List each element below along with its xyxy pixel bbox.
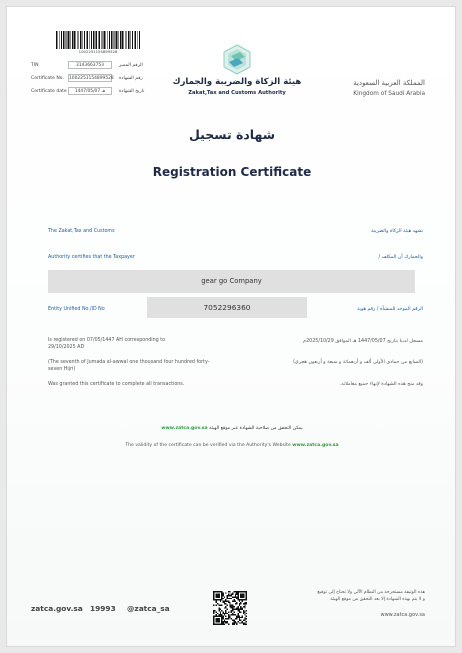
certificate-page [6, 6, 456, 647]
registration-line3-ar: وقد منح هذه الشهادة لإنهاء جميع معاملاته. [339, 382, 423, 387]
footer-note-ar [275, 590, 425, 603]
tin-value: 3143663753 [68, 61, 112, 69]
certifies-line2-ar: والجمارك أن المكلف / [378, 255, 423, 260]
certificate-date-text: 1447/05/07 [74, 89, 101, 94]
footer-note-ar-2: و لا يتم بهذه الشهادة إلا بعد التحقق من موقع الهيئة [330, 596, 425, 602]
registration-line1b: 29/10/2025 AD [48, 345, 85, 350]
qr-code-icon [213, 591, 247, 625]
footer-site-full[interactable]: www.zatca.gov.sa [380, 612, 425, 618]
verify-text-ar: يمكن التحقق من صلاحية الشهادة عبر موقع الهيئة [209, 426, 303, 431]
registration-line3-en: Was granted this certificate to complete all transactions. [48, 382, 185, 387]
barcode-icon [56, 31, 140, 49]
registration-line1a: Is registered on 07/05/1447 AH corresponding to [48, 338, 166, 343]
kingdom-name-ar: المملكة العربية السعودية [353, 79, 425, 87]
certificate-no-label-ar: رقم الشهادة [119, 76, 143, 81]
registration-line2a: (The seventh of Jumada al-awwal one thousand four hundred forty- [48, 360, 210, 365]
registration-line2b: seven Hijri) [48, 367, 76, 372]
footer-note-ar-1: هذه الوثيقة مستخرجة من النظام الآلي ولا تحتاج إلى توقيع [317, 590, 425, 595]
certifies-line1-ar: تشهد هيئة الزكاة والضريبة [371, 229, 423, 234]
footer-site[interactable]: zatca.gov.sa [31, 604, 83, 613]
verify-line-ar [7, 426, 456, 431]
verify-url-link-ar[interactable]: www.zatca.gov.sa [161, 426, 208, 431]
tin-label-ar: الرقم المميز [119, 63, 143, 68]
entity-id-field: 7052296360 [147, 297, 307, 318]
title-en: Registration Certificate [152, 165, 312, 179]
certificate-date-row [31, 87, 151, 97]
authority-name-en: Zakat,Tax and Customs Authority [188, 90, 286, 96]
kingdom-name-en: Kingdom of Saudi Arabia [353, 91, 425, 97]
title-ar: شهادة تسجيل [188, 127, 276, 142]
zatca-logo-icon [220, 43, 254, 77]
certificate-date-label: Certificate date [31, 89, 67, 94]
authority-name-ar: هيئة الزكاة والضريبة والجمارك [172, 77, 302, 87]
tin-row [31, 61, 151, 71]
registration-line1-ar: مسجل لدينا بتاريخ 1447/05/07 هـ الموافق 2025/10/29م [303, 339, 423, 344]
entity-label-en: Entity Unified No./ID No [48, 307, 105, 312]
registration-line2-en [48, 359, 218, 373]
registration-line2-ar: (السابع من جمادى الأولى ألف و أربعمائة و سبعة و أربعون هجري) [293, 360, 423, 365]
tin-label: TIN [31, 63, 39, 68]
verify-line-en [7, 443, 456, 448]
barcode-number: 1002251154899528 [78, 49, 118, 54]
certificate-no-label: Certificate No. [31, 76, 64, 81]
registration-line1-en [48, 337, 208, 351]
entity-label-ar: الرقم الموحد للمنشأة / رقم هوية [357, 307, 423, 312]
certificate-date-value [68, 87, 112, 95]
footer-handle[interactable]: @zatca_sa [127, 604, 170, 613]
certificate-date-label-ar: تاريخ الشهادة [119, 89, 145, 94]
verify-text-en: The validity of the certificate can be verified via the Authority's Website [125, 443, 291, 448]
certificate-no-value: 1002251154899528 [69, 76, 114, 81]
certifies-line1-en: The Zakat,Tax and Customs [48, 229, 115, 234]
certifies-line2-en: Authority certifies that the Taxpayer [48, 255, 135, 260]
certificate-no-row [31, 74, 151, 84]
hijri-suffix: هـ [101, 89, 106, 94]
verify-url-link-en[interactable]: www.zatca.gov.sa [292, 443, 339, 448]
footer-phone: 19993 [90, 604, 116, 613]
taxpayer-name-field: gear go Company [48, 270, 415, 293]
